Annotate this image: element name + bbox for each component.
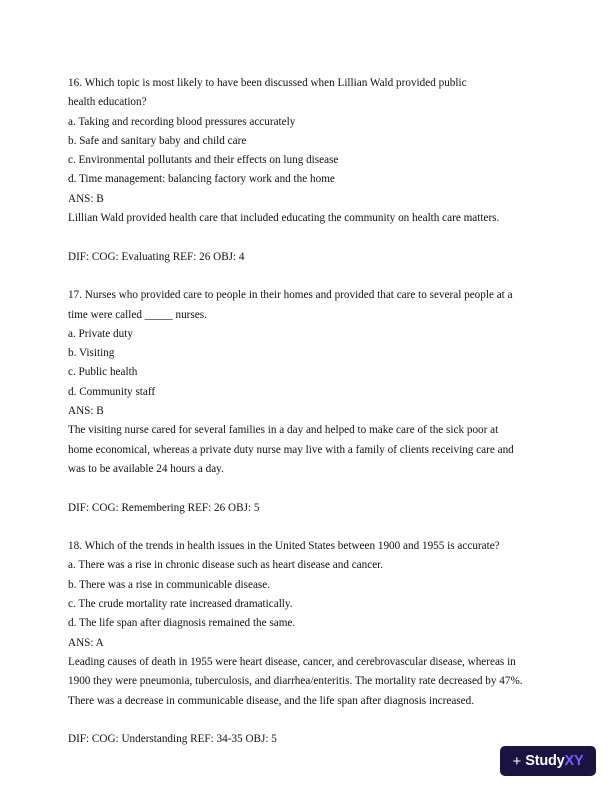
paragraph-spacer: [68, 711, 546, 730]
question-option: b. Visiting: [68, 347, 115, 360]
dif-line: DIF: COG: Remembering REF: 26 OBJ: 5: [68, 501, 260, 514]
studyxy-watermark[interactable]: [500, 746, 596, 776]
question-option: b. Safe and sanitary baby and child care: [68, 134, 247, 147]
rationale-line: Lillian Wald provided health care that included educating the community on health care matters.: [68, 212, 500, 225]
paragraph-spacer: [68, 518, 546, 537]
question-option: a. Taking and recording blood pressures accurately: [68, 115, 296, 128]
question-option: a. There was a rise in chronic disease such as heart disease and cancer.: [68, 559, 384, 572]
plus-icon: +: [512, 752, 522, 770]
answer-line: ANS: B: [68, 192, 104, 205]
brand-main: Study: [525, 753, 565, 769]
dif-line: DIF: COG: Evaluating REF: 26 OBJ: 4: [68, 250, 245, 263]
paragraph-spacer: [68, 479, 546, 498]
rationale-line: There was a decrease in communicable disease, and the life span after diagnosis increased.: [68, 694, 474, 707]
question-option: d. Time management: balancing factory work and the home: [68, 173, 335, 186]
question-block: [68, 537, 546, 749]
question-option: c. The crude mortality rate increased dramatically.: [68, 598, 293, 611]
document-content: [68, 74, 546, 749]
brand-label: [525, 753, 583, 769]
answer-line: ANS: A: [68, 636, 104, 649]
question-option: b. There was a rise in communicable disease.: [68, 578, 271, 591]
question-stem-line: health education?: [68, 96, 147, 109]
question-option: a. Private duty: [68, 327, 133, 340]
question-stem-line: 17. Nurses who provided care to people in their homes and provided that care to several people at a: [68, 289, 513, 302]
question-stem-line: 16. Which topic is most likely to have been discussed when Lillian Wald provided public: [68, 77, 467, 89]
rationale-line: home economical, whereas a private duty nurse may live with a family of clients receiving care and: [68, 443, 514, 456]
question-option: d. The life span after diagnosis remained the same.: [68, 617, 296, 630]
rationale-line: The visiting nurse cared for several families in a day and helped to make care of the sick poor at: [68, 424, 499, 437]
question-block: [68, 74, 546, 286]
question-option: c. Public health: [68, 366, 138, 379]
rationale-line: Leading causes of death in 1955 were heart disease, cancer, and cerebrovascular disease, whereas in: [68, 655, 516, 668]
question-stem-line: 18. Which of the trends in health issues in the United States between 1900 and 1955 is accurate?: [68, 540, 500, 553]
rationale-line: 1900 they were pneumonia, tuberculosis, and diarrhea/enteritis. The mortality rate decreased by 47%.: [68, 675, 523, 688]
question-option: c. Environmental pollutants and their effects on lung disease: [68, 154, 339, 167]
rationale-line: was to be available 24 hours a day.: [68, 462, 224, 475]
dif-line: DIF: COG: Understanding REF: 34-35 OBJ: 5: [68, 733, 277, 746]
paragraph-spacer: [68, 267, 546, 286]
answer-line: ANS: B: [68, 405, 104, 418]
paragraph-spacer: [68, 228, 546, 247]
question-option: d. Community staff: [68, 385, 156, 398]
question-stem-line: time were called _____ nurses.: [68, 308, 207, 321]
brand-accent: XY: [564, 753, 584, 769]
question-block: [68, 286, 546, 537]
